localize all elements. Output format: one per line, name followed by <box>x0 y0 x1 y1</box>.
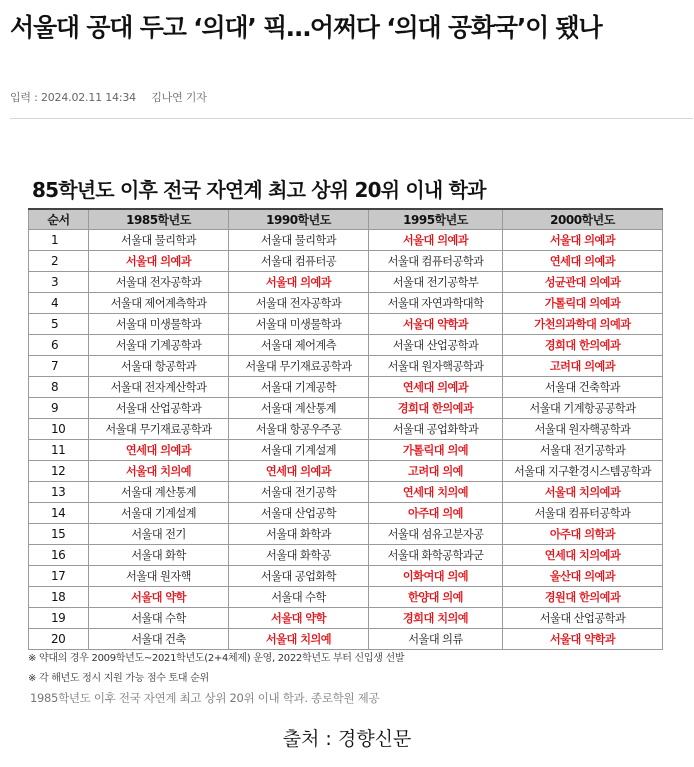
department-cell: 서울대 계산통계 <box>89 482 229 503</box>
department-cell: 서울대 제어계측학과 <box>89 293 229 314</box>
department-cell: 서울대 섬유고분자공 <box>369 524 503 545</box>
department-cell: 서울대 수학 <box>229 587 369 608</box>
rank-cell: 15 <box>29 524 89 545</box>
department-cell: 아주대 의학과 <box>503 524 663 545</box>
table-row <box>29 440 663 461</box>
department-cell: 서울대 기계항공공학과 <box>503 398 663 419</box>
table-row <box>29 251 663 272</box>
department-cell: 고려대 의예과 <box>503 356 663 377</box>
department-cell: 서울대 의예과 <box>369 230 503 251</box>
department-cell: 서울대 무기재료공학과 <box>229 356 369 377</box>
table-row <box>29 461 663 482</box>
table-row <box>29 419 663 440</box>
department-cell: 서울대 자연과학대학 <box>369 293 503 314</box>
article-meta <box>10 89 207 105</box>
table-row <box>29 293 663 314</box>
department-cell: 서울대 계산통계 <box>229 398 369 419</box>
department-cell: 서울대 의예과 <box>503 230 663 251</box>
table-row <box>29 524 663 545</box>
rank-cell: 14 <box>29 503 89 524</box>
rank-cell: 9 <box>29 398 89 419</box>
publish-date: 입력 : 2024.02.11 14:34 <box>10 91 136 104</box>
department-cell: 서울대 원자핵공학과 <box>503 419 663 440</box>
department-cell: 서울대 미생물학과 <box>229 314 369 335</box>
department-cell: 서울대 산업공학과 <box>503 608 663 629</box>
department-cell: 서울대 물리학과 <box>229 230 369 251</box>
department-cell: 서울대 전기공학과 <box>503 440 663 461</box>
department-cell: 울산대 의예과 <box>503 566 663 587</box>
table-row <box>29 356 663 377</box>
department-cell: 서울대 의예과 <box>229 272 369 293</box>
department-cell: 고려대 의예 <box>369 461 503 482</box>
department-cell: 가톨릭대 의예과 <box>503 293 663 314</box>
department-cell: 서울대 전기공학부 <box>369 272 503 293</box>
department-cell: 서울대 화학과 <box>229 524 369 545</box>
department-cell: 아주대 의예 <box>369 503 503 524</box>
table-row <box>29 629 663 650</box>
source-credit: 출처 : 경향신문 <box>282 728 412 750</box>
rank-cell: 11 <box>29 440 89 461</box>
department-cell: 서울대 컴퓨터공학과 <box>369 251 503 272</box>
table-header-row <box>29 209 663 230</box>
table-row <box>29 377 663 398</box>
department-cell: 연세대 의예과 <box>89 440 229 461</box>
department-cell: 성균관대 의예과 <box>503 272 663 293</box>
department-cell: 서울대 전자계산학과 <box>89 377 229 398</box>
department-cell: 서울대 원자핵공학과 <box>369 356 503 377</box>
ranking-figure <box>28 170 662 688</box>
department-cell: 서울대 건축 <box>89 629 229 650</box>
table-row <box>29 230 663 251</box>
rank-cell: 8 <box>29 377 89 398</box>
footnote-ranking-basis: ※ 각 해년도 정시 지원 가능 점수 토대 순위 <box>28 673 209 684</box>
department-cell: 서울대 산업공학과 <box>89 398 229 419</box>
rank-cell: 10 <box>29 419 89 440</box>
department-cell: 서울대 약학 <box>229 608 369 629</box>
department-cell: 서울대 치의예 <box>89 461 229 482</box>
column-header: 순서 <box>29 209 89 230</box>
table-row <box>29 482 663 503</box>
department-cell: 서울대 약학과 <box>369 314 503 335</box>
department-cell: 서울대 산업공학과 <box>369 335 503 356</box>
rank-cell: 4 <box>29 293 89 314</box>
rank-cell: 3 <box>29 272 89 293</box>
figure-title: 85학년도 이후 전국 자연계 최고 상위 20위 이내 학과 <box>32 178 486 202</box>
department-cell: 경원대 한의예과 <box>503 587 663 608</box>
department-cell: 서울대 무기재료공학과 <box>89 419 229 440</box>
department-cell: 서울대 공업화학과 <box>369 419 503 440</box>
table-row <box>29 587 663 608</box>
department-cell: 서울대 원자핵 <box>89 566 229 587</box>
rank-cell: 2 <box>29 251 89 272</box>
department-cell: 서울대 치의예과 <box>503 482 663 503</box>
department-cell: 서울대 제어계측 <box>229 335 369 356</box>
department-cell: 서울대 전기공학 <box>229 482 369 503</box>
department-cell: 서울대 화학공 <box>229 545 369 566</box>
department-cell: 서울대 의예과 <box>89 251 229 272</box>
department-cell: 한양대 의예 <box>369 587 503 608</box>
department-cell: 서울대 기계공학과 <box>89 335 229 356</box>
department-cell: 서울대 항공학과 <box>89 356 229 377</box>
rank-cell: 7 <box>29 356 89 377</box>
department-cell: 서울대 컴퓨터공 <box>229 251 369 272</box>
department-cell: 연세대 의예과 <box>229 461 369 482</box>
department-cell: 서울대 기계설계 <box>89 503 229 524</box>
department-cell: 서울대 화학 <box>89 545 229 566</box>
department-cell: 서울대 의류 <box>369 629 503 650</box>
ranking-table <box>28 208 663 650</box>
table-row <box>29 314 663 335</box>
table-row <box>29 545 663 566</box>
department-cell: 경희대 한의예과 <box>503 335 663 356</box>
table-row <box>29 398 663 419</box>
rank-cell: 5 <box>29 314 89 335</box>
column-header: 1990학년도 <box>229 209 369 230</box>
rank-cell: 17 <box>29 566 89 587</box>
department-cell: 서울대 공업화학 <box>229 566 369 587</box>
department-cell: 연세대 의예과 <box>503 251 663 272</box>
department-cell: 서울대 미생물학과 <box>89 314 229 335</box>
rank-cell: 16 <box>29 545 89 566</box>
table-row <box>29 566 663 587</box>
department-cell: 서울대 물리학과 <box>89 230 229 251</box>
rank-cell: 1 <box>29 230 89 251</box>
column-header: 1995학년도 <box>369 209 503 230</box>
department-cell: 서울대 건축학과 <box>503 377 663 398</box>
department-cell: 경희대 치의예 <box>369 608 503 629</box>
department-cell: 서울대 컴퓨터공학과 <box>503 503 663 524</box>
department-cell: 연세대 치의예 <box>369 482 503 503</box>
department-cell: 서울대 약학 <box>89 587 229 608</box>
figure-caption: 1985학년도 이후 전국 자연계 최고 상위 20위 이내 학과. 종로학원 제공 <box>30 691 380 705</box>
rank-cell: 12 <box>29 461 89 482</box>
footnote-pharmacy: ※ 약대의 경우 2009학년도~2021학년도(2+4체제) 운영, 2022학년도 부터 신입생 선발 <box>28 653 405 664</box>
rank-cell: 13 <box>29 482 89 503</box>
rank-cell: 20 <box>29 629 89 650</box>
department-cell: 연세대 치의예과 <box>503 545 663 566</box>
header-divider <box>10 118 693 119</box>
table-row <box>29 503 663 524</box>
department-cell: 서울대 산업공학 <box>229 503 369 524</box>
department-cell: 서울대 화학공학과군 <box>369 545 503 566</box>
department-cell: 가톨릭대 의예 <box>369 440 503 461</box>
department-cell: 서울대 치의예 <box>229 629 369 650</box>
department-cell: 서울대 기계설계 <box>229 440 369 461</box>
department-cell: 경희대 한의예과 <box>369 398 503 419</box>
rank-cell: 18 <box>29 587 89 608</box>
department-cell: 서울대 전자공학과 <box>229 293 369 314</box>
column-header: 1985학년도 <box>89 209 229 230</box>
column-header: 2000학년도 <box>503 209 663 230</box>
table-row <box>29 335 663 356</box>
department-cell: 서울대 전기 <box>89 524 229 545</box>
rank-cell: 6 <box>29 335 89 356</box>
department-cell: 서울대 수학 <box>89 608 229 629</box>
department-cell: 서울대 항공우주공 <box>229 419 369 440</box>
department-cell: 이화여대 의예 <box>369 566 503 587</box>
table-row <box>29 272 663 293</box>
department-cell: 서울대 지구환경시스템공학과 <box>503 461 663 482</box>
department-cell: 서울대 전자공학과 <box>89 272 229 293</box>
department-cell: 서울대 기계공학 <box>229 377 369 398</box>
article-headline: 서울대 공대 두고 ‘의대’ 픽…어쩌다 ‘의대 공화국’이 됐나 <box>10 13 602 42</box>
department-cell: 연세대 의예과 <box>369 377 503 398</box>
table-row <box>29 608 663 629</box>
rank-cell: 19 <box>29 608 89 629</box>
department-cell: 가천의과학대 의예과 <box>503 314 663 335</box>
reporter-link[interactable]: 김나연 기자 <box>151 91 207 104</box>
department-cell: 서울대 약학과 <box>503 629 663 650</box>
